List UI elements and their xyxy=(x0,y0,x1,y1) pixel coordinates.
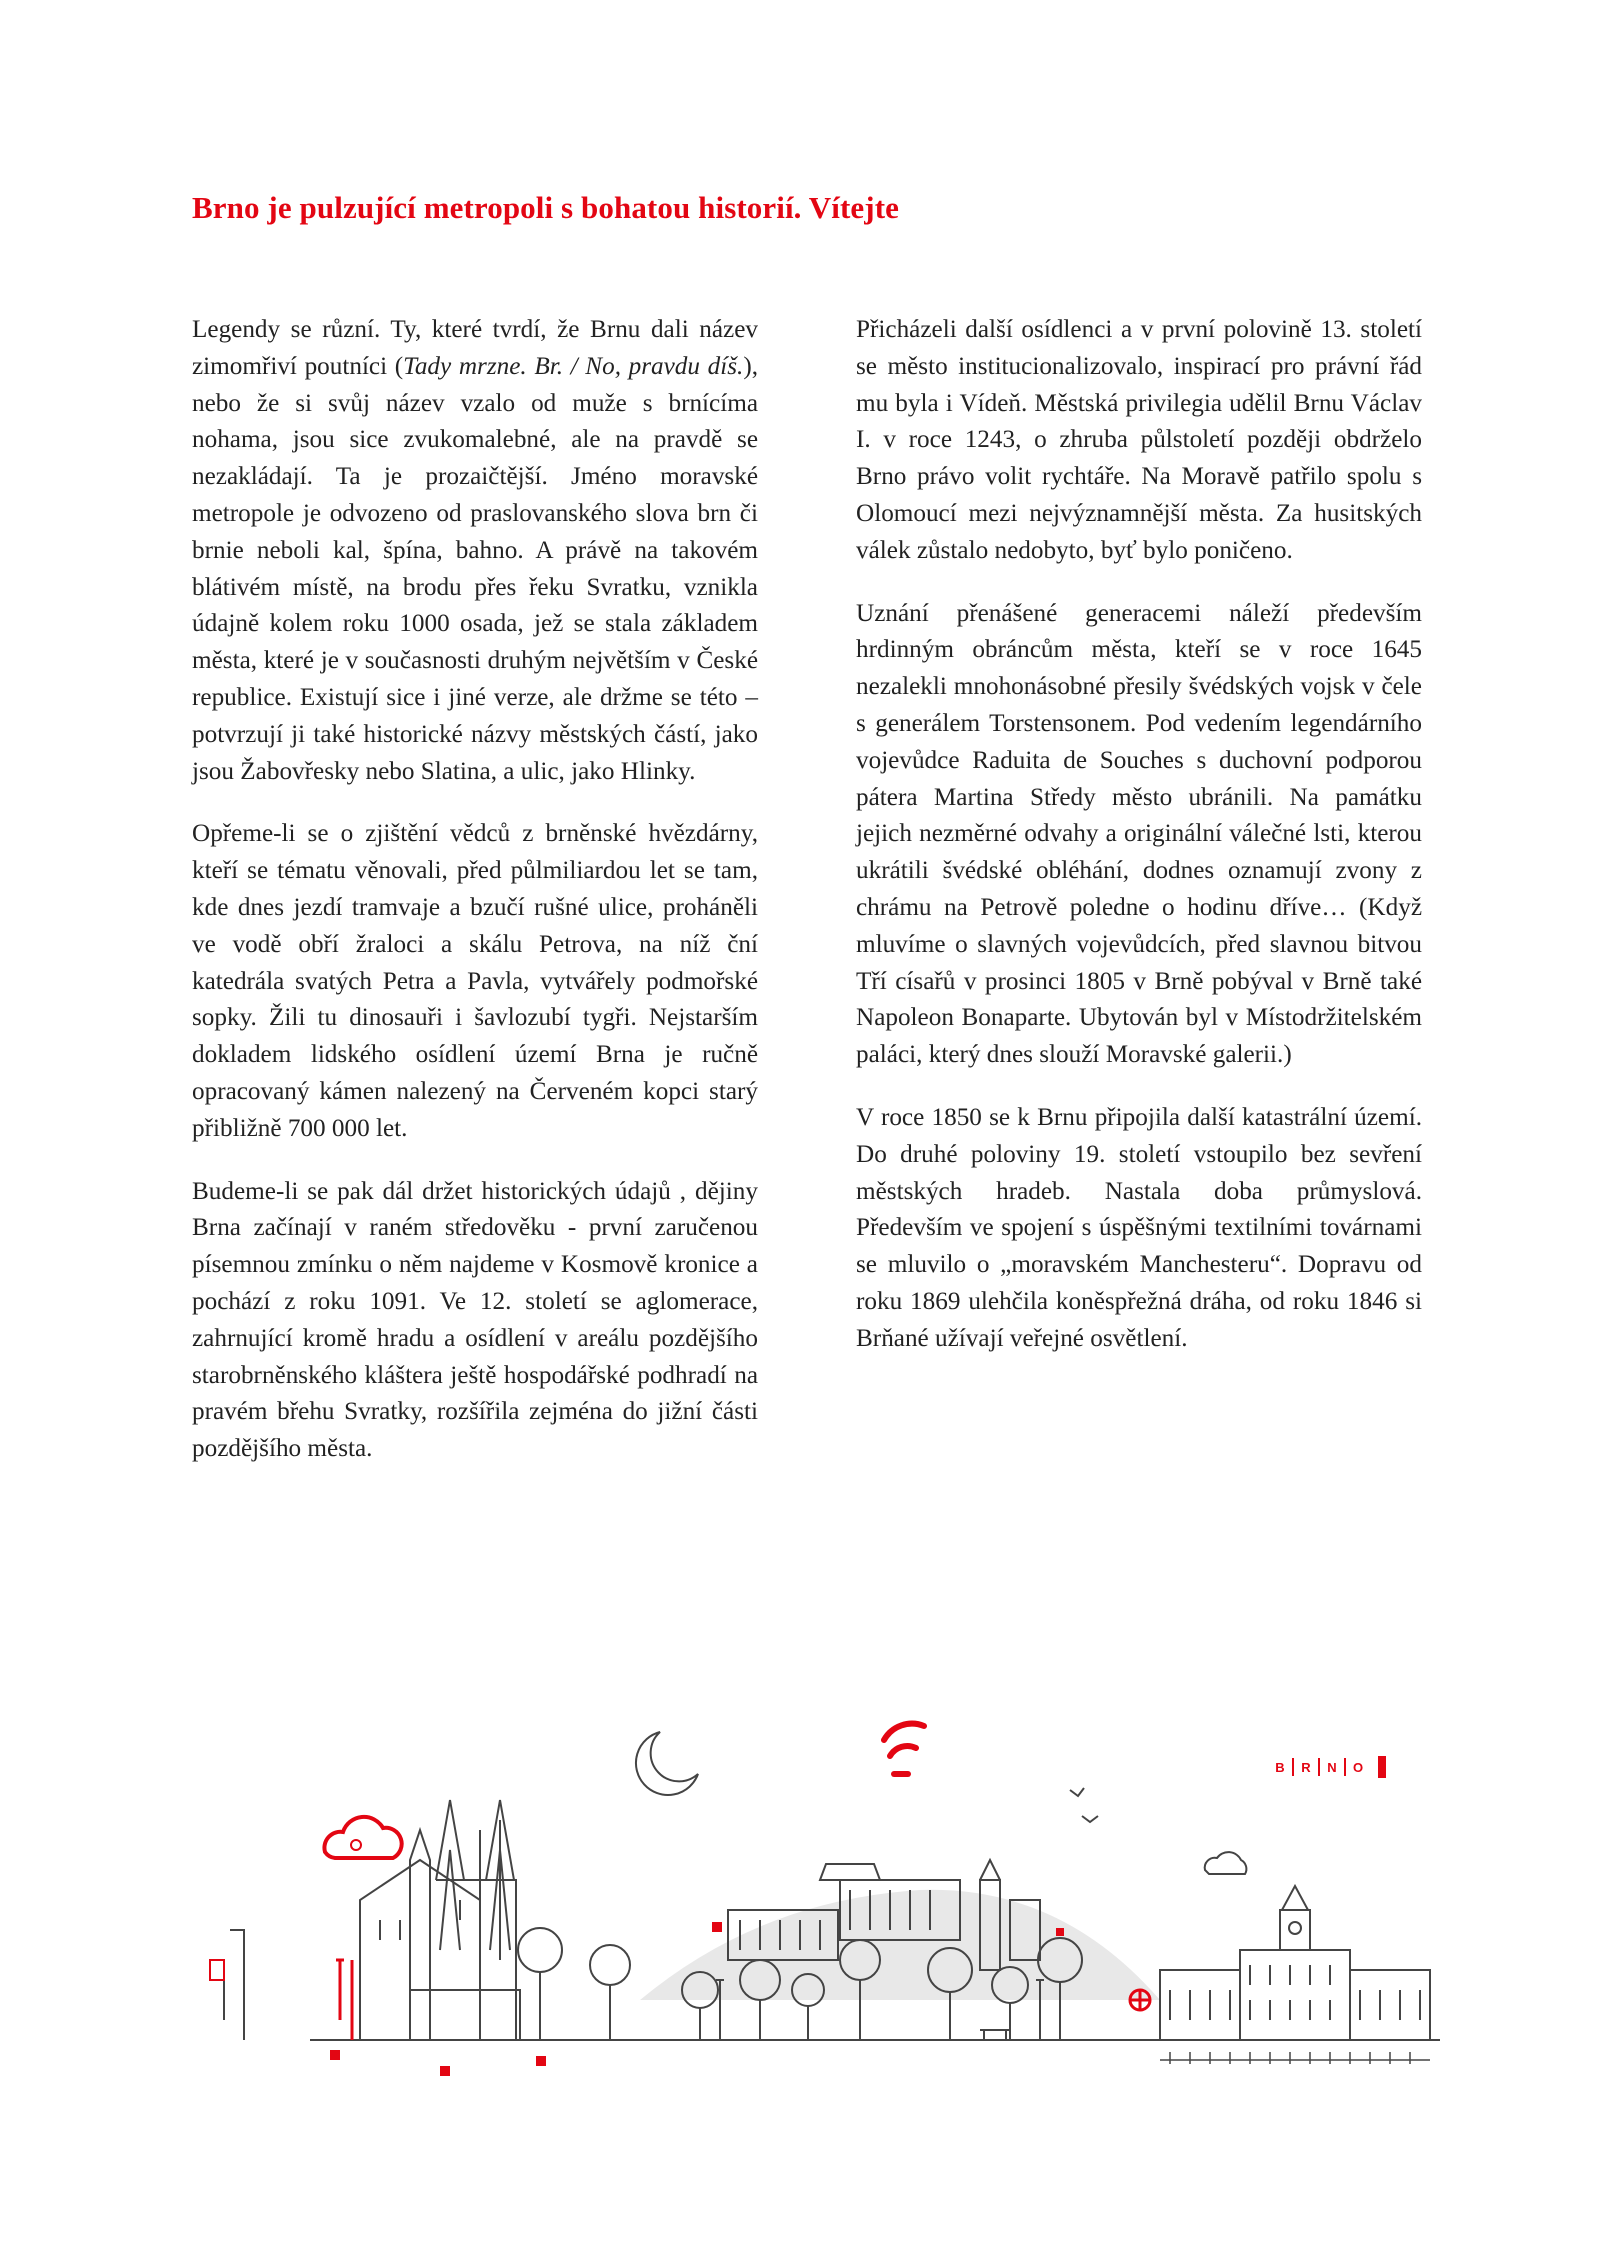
paragraph-legends xyxy=(192,312,758,790)
paragraph-prehistory: Opřeme-li se o zjištění vědců z brněnské hvězdárny, kteří se tématu věnovali, před půlmiliardou let se tam, kde dnes jezdí tramvaje a bzučí rušné ulice, proháněli ve vodě obří žraloci a skálu Petrova, na níž ční katedrála svatých Petra a Pavla, vytvářely podmořské sopky. Žili tu dinosauři i šavlozubí tygři. Nejstarším dokladem lidského osídlení území Brna je ručně opracovaný kámen nalezený na Červeném kopci starý přibližně 700 000 let. xyxy=(192,820,758,1142)
bird-icon xyxy=(1082,1816,1098,1822)
red-cloud-icon xyxy=(324,1817,401,1858)
tree-icon xyxy=(518,1928,562,1972)
italic-quote: Tady mrzne. Br. / No, pravdu díš. xyxy=(403,352,744,380)
left-column xyxy=(192,312,758,1494)
moon-icon xyxy=(636,1732,698,1795)
red-marker xyxy=(712,1922,722,1932)
logo-letter: B xyxy=(1275,1759,1285,1775)
paragraph-text: Legendy se různí. Ty, které tvrdí, že Brnu dali název zimomřiví poutníci ( xyxy=(192,316,758,380)
red-marker xyxy=(536,2056,546,2066)
logo-letter: N xyxy=(1327,1759,1337,1775)
paragraph-swedish-siege: Uznání přenášené generacemi náleží především hrdinným obráncům města, kteří se v roce 1645 nezalekli mnohonásobné přesily švédských vojsk v čele s generálem Torstensonem. Pod vedením legendárního vojevůdce Raduita de Souches s duchovní podporou pátera Martina Středy město ubránili. Na památku jejich nezměrné odvahy a originální válečné lsti, kterou ukrátili švédské obléhání, dodnes oznamují zvony z chrámu na Petrově poledne o hodinu dříve… (Když mluvíme o slavných vojevůdcích, před slavnou bitvou Tří císařů v prosinci 1805 v Brně pobýval v Brně také Napoleon Bonaparte. Ubytován byl v Místodržitelském paláci, který dnes slouží Moravské galerii.) xyxy=(856,599,1422,1069)
town-hall-drawing xyxy=(1160,1886,1430,2040)
city-skyline-illustration xyxy=(0,1700,1600,2130)
red-wheel-icon xyxy=(1130,1990,1150,2010)
bird-icon xyxy=(1070,1788,1084,1796)
bus-stop-sign xyxy=(210,1960,224,1980)
bus-stop-icon xyxy=(210,1930,244,2040)
red-post xyxy=(336,1960,344,2020)
hill-shape xyxy=(640,1890,1160,2000)
signal-icon xyxy=(884,1724,924,1774)
fence-drawing xyxy=(1160,2052,1430,2064)
red-marker xyxy=(330,2050,340,2060)
tree-icon xyxy=(590,1945,630,1985)
paragraph-13th-century: Přicházeli další osídlenci a v první polovině 13. století se město institucionalizovalo, inspirací pro právní řád mu byla i Vídeň. Městská privilegia udělil Brnu Václav I. v roce 1243, o zhruba půlstoletí později obdrželo Brno právo volit rychtáře. Na Moravě patřilo spolu s Olomoucí mezi nejvýznamnější města. Za husitských válek zůstalo nedobyto, byť bylo poničeno. xyxy=(856,316,1422,564)
paragraph-industrial-era: V roce 1850 se k Brnu připojila další katastrální území. Do druhé poloviny 19. století vstoupilo bez sevření městských hradeb. Nastala doba průmyslová. Především ve spojení s úspěšnými textilními továrnami se mluvilo o „moravském Manchesteru“. Dopravu od roku 1869 ulehčila koněspřežná dráha, od roku 1846 si Brňané užívají veřejné osvětlení. xyxy=(856,1103,1422,1352)
right-column xyxy=(856,312,1422,1384)
logo-letter: R xyxy=(1301,1759,1311,1775)
paragraph-middle-ages: Budeme-li se pak dál držet historických údajů , dějiny Brna začínají v raném středověku - první zaručenou písemnou zmínku o něm najdeme v Kosmově kronice a pochází z roku 1091. Ve 12. století se aglomerace, zahrnující kromě hradu a osídlení v areálu pozdějšího starobrněnského kláštera ještě hospodářské podhradí na pravém břehu Svratky, rozšířila zejména do jižní části pozdějšího města. xyxy=(192,1177,758,1463)
red-marker xyxy=(1056,1928,1064,1936)
bench-icon xyxy=(980,2030,1010,2040)
paragraph-text: ), nebo že si svůj název vzalo od muže s brnícíma nohama, jsou sice zvukomalebné, ale na pravdě se nezakládají. Ta je prozaičtější. Jméno moravské metropole je odvozeno od praslovanského slova brn či brnie neboli kal, špína, bahno. A právě na takovém blátivém místě, na brodu přes řeku Svratku, vznikla údajně kolem roku 1000 osada, jež se stala základem města, které je v současnosti druhým největším v České republice. Existují sice i jiné verze, ale držme se této – potvrzují ji také historické názvy městských částí, jako jsou Žabovřesky nebo Slatina, a ulic, jako Hlinky. xyxy=(192,352,758,785)
logo-letter: O xyxy=(1352,1759,1364,1775)
cloud-icon xyxy=(1205,1852,1247,1874)
page-title: Brno je pulzující metropoli s bohatou historií. Vítejte xyxy=(192,190,899,225)
red-marker xyxy=(440,2066,450,2076)
